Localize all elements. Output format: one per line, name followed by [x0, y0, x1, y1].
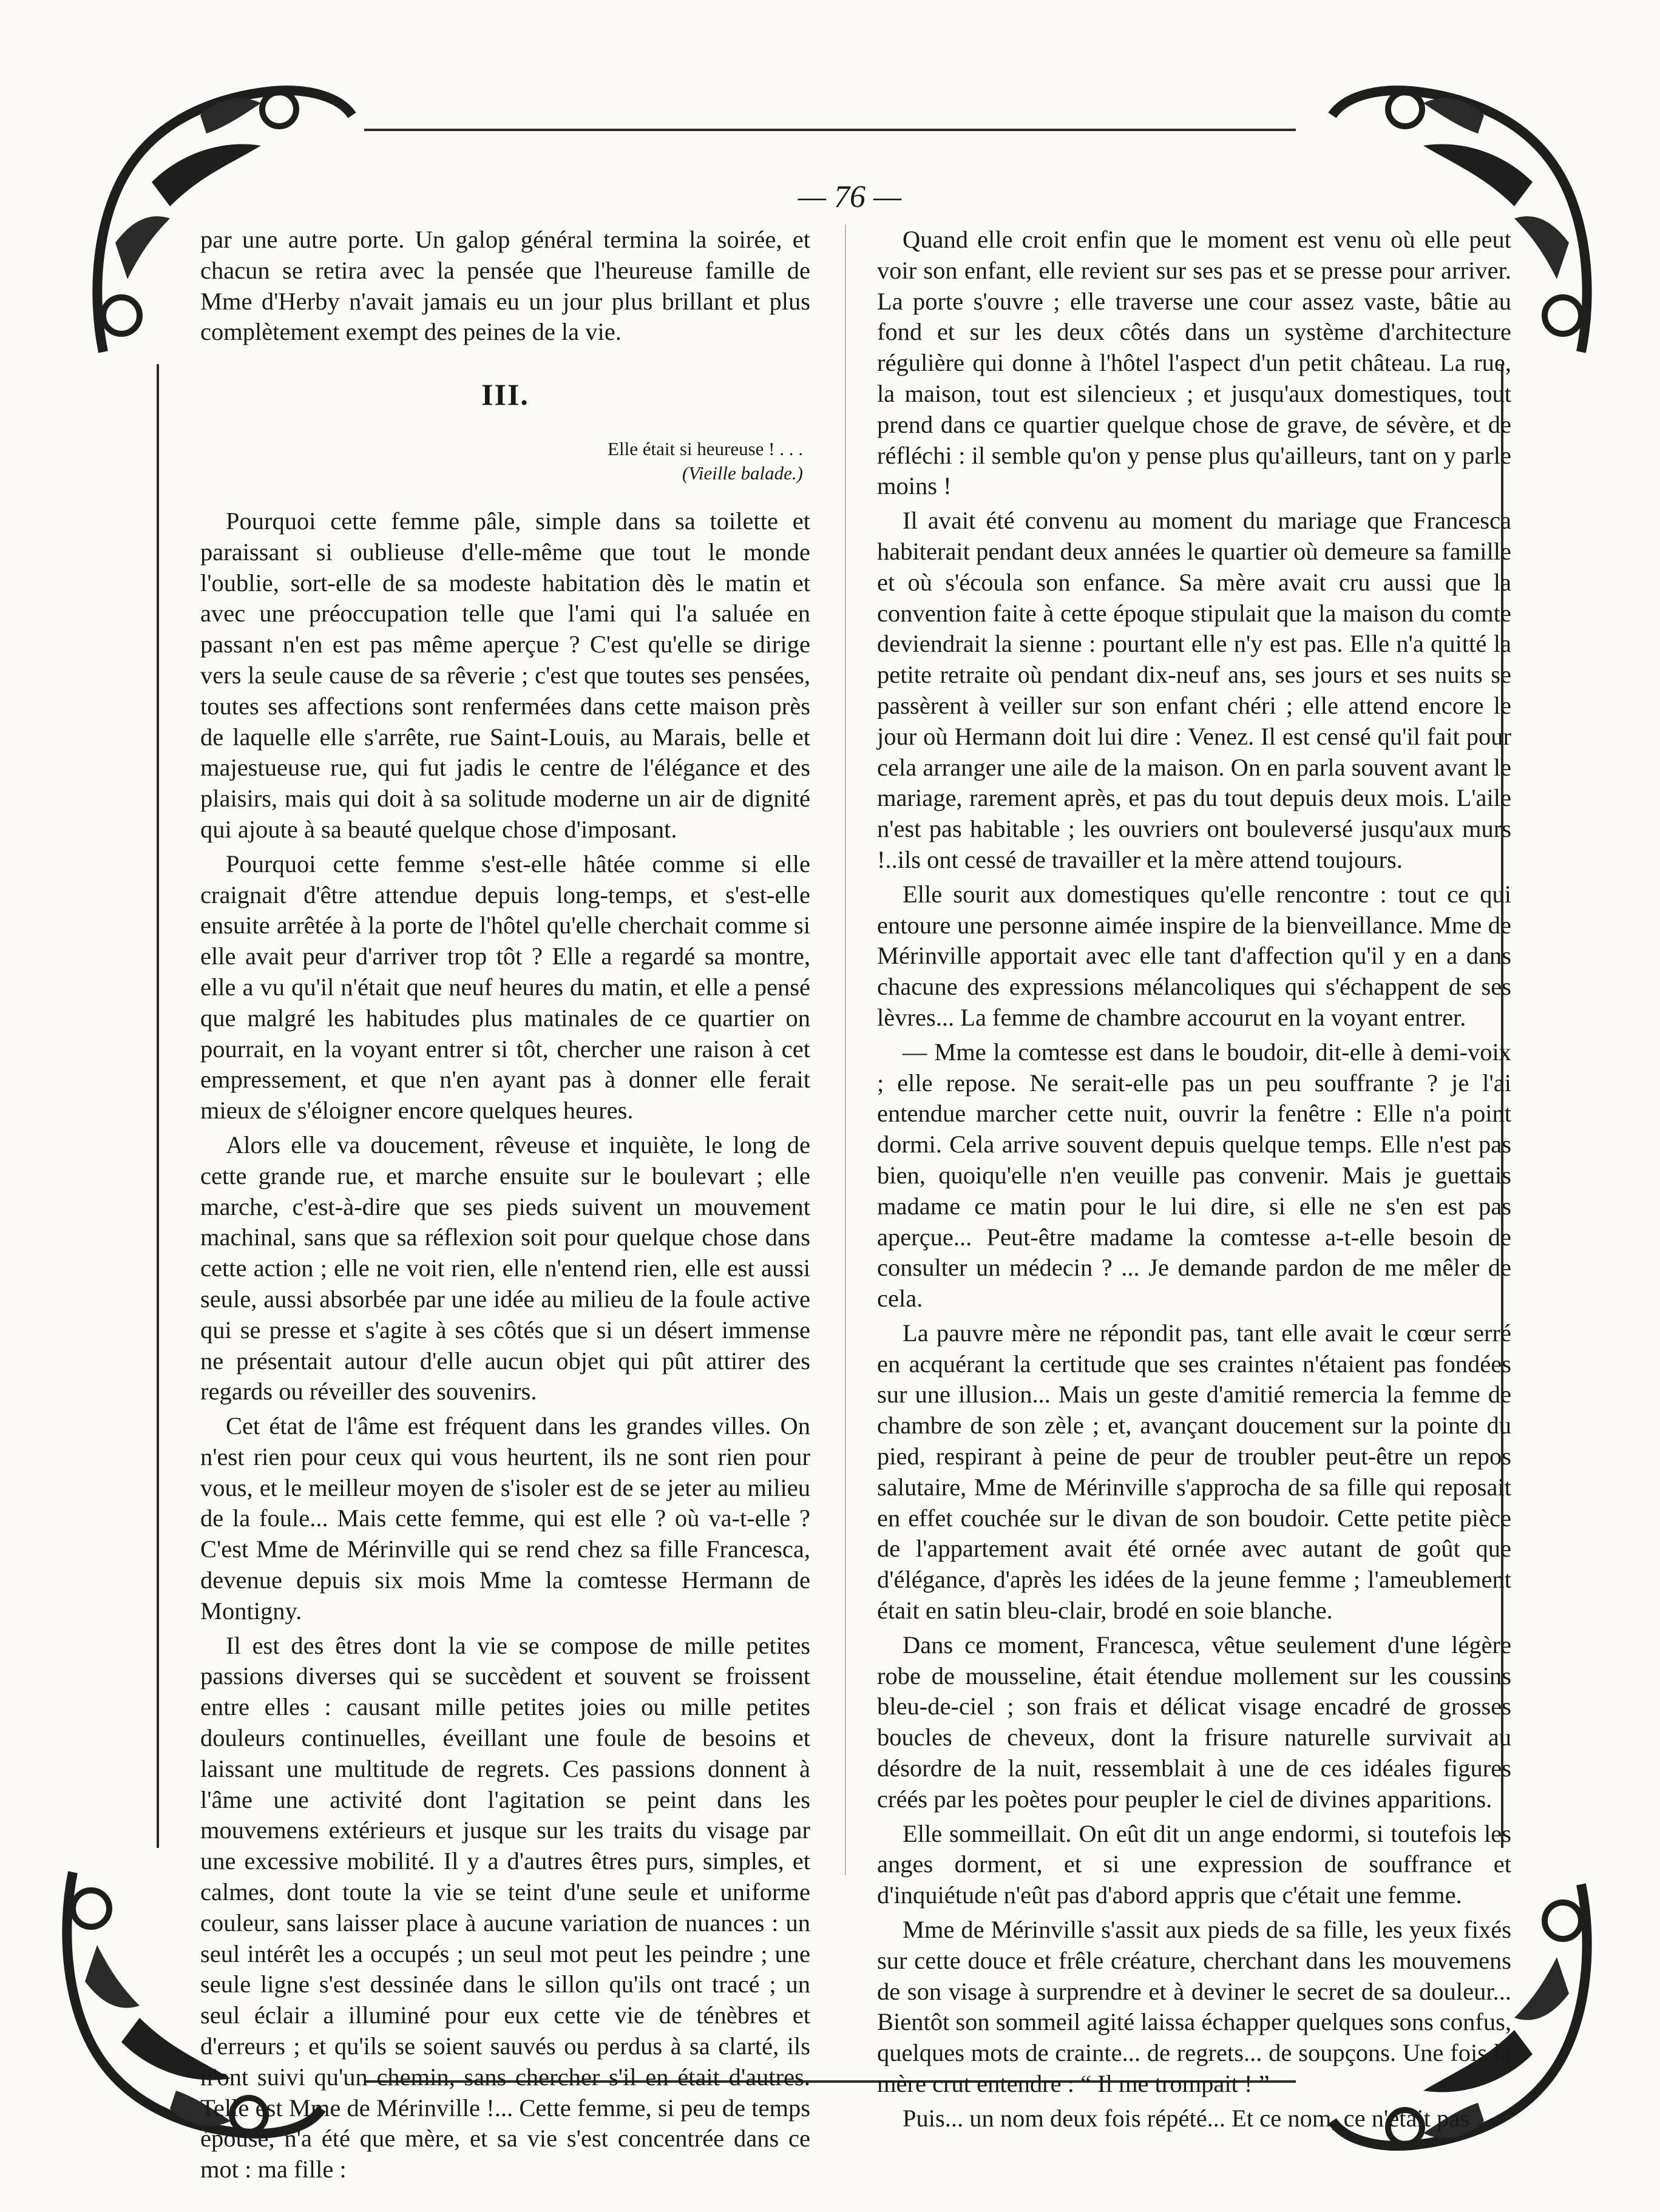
paragraph: Puis... un nom deux fois répété... Et ce nom, ce n'était pas [903, 2104, 1470, 2132]
paragraph: Elle sourit aux domestiques qu'elle rencontre : tout ce qui entoure une personne aimée inspire de la bienveillance. Mme de Mérinville apportait avec elle tant d'affection qu'il y en a dans chacune des expressions mélancoliques qui s'échappent de ses lèvres... La femme de chambre accourut en la voyant entrer. [877, 880, 1511, 1031]
page-number: — 76 — [798, 180, 902, 214]
intro-paragraph: par une autre porte. Un galop général termina la soirée, et chacun se retira avec la pensée que l'heureuse famille de Mme d'Herby n'avait jamais eu un jour plus brillant et plus complètement exempt des peines de la vie. [200, 226, 810, 346]
paragraph: Elle sommeillait. On eût dit un ange endormi, si toutefois les anges dorment, et si une expression de souffrance et d'inquiétude n'eût pas d'abord appris que c'était une femme. [877, 1819, 1511, 1909]
paragraph: — Mme la comtesse est dans le boudoir, dit-elle à demi-voix ; elle repose. Ne serait-elle pas un peu souffrante ? je l'ai entendue marcher cette nuit, ouvrir la fenêtre : Elle n'a point dormi. Cela arrive souvent depuis quelque temps. Elle n'est pas bien, quoiqu'elle n'en veuille pas convenir. Mais je guettais madame ce matin pour le lui dire, si elle ne s'en est pas aperçue... Peut-être madame la comtesse a-t-elle besoin de consulter un médecin ? ... Je demande pardon de me mêler de cela. [877, 1038, 1511, 1313]
right-column [877, 225, 1511, 2138]
paragraph: Pourquoi cette femme s'est-elle hâtée comme si elle craignait d'être attendue depuis long-temps, et s'est-elle ensuite arrêtée à la porte de l'hôtel qu'elle cherchait comme si elle avait peur d'arriver trop tôt ? Elle a regardé sa montre, elle a vu qu'il n'était que neuf heures du matin, et elle a pensé que malgré les habitudes plus matinales de ce quartier on pourrait, en la voyant entrer si tôt, chercher une raison à cet empressement, et que n'en ayant pas à donner elle ferait mieux de s'éloigner encore quelques heures. [200, 850, 810, 1125]
paragraph: Alors elle va doucement, rêveuse et inquiète, le long de cette grande rue, et marche ensuite sur le boulevart ; elle marche, c'est-à-dire que ses pieds suivent un mouvement machinal, sans que sa réflexion soit pour quelque chose dans cette action ; elle ne voit rien, elle n'entend rien, elle est aussi seule, aussi absorbée par une idée au milieu de la foule active qui se presse et s'agite à ses côtés que si un désert immense ne présentait autour d'elle aucun objet qui pût attirer des regards ou réveiller des souvenirs. [200, 1131, 810, 1405]
paragraph: Il avait été convenu au moment du mariage que Francesca habiterait pendant deux années le quartier où demeure sa famille et où s'écoula son enfance. Sa mère avait cru aussi que la convention faite à cette époque stipulait que la maison du comte deviendrait la sienne : pourtant elle n'y est pas. Elle n'a quitté la petite retraite où pendant dix-neuf ans, ses jours et ses nuits se passèrent à veiller sur son enfant chéri ; elle attend encore le jour où Hermann doit lui dire : Venez. Il est censé qu'il fait pour cela arranger une aile de la maison. On en parla souvent avant le mariage, rarement après, et pas du tout depuis deux mois. L'aile n'est pas habitable ; les ouvriers ont bouleversé jusqu'aux murs !..ils ont cessé de travailler et la mère attend toujours. [877, 507, 1511, 873]
section-heading: III. [481, 377, 529, 412]
paragraph: Mme de Mérinville s'assit aux pieds de sa fille, les yeux fixés sur cette douce et frêle créature, cherchant dans les mouvemens de son visage à surprendre et à deviner le secret de sa douleur... Bientôt son sommeil agité laissa échapper quelques sons confus, quelques mots de crainte... de regrets... de soupçons. Une fois la mère crut entendre : “ Il me trompait ! ” [877, 1916, 1511, 2098]
left-column [200, 225, 810, 2189]
epigraph [200, 437, 810, 485]
frame-left-border [157, 364, 159, 1848]
paragraph: Pourquoi cette femme pâle, simple dans sa toilette et paraissant si oublieuse d'elle-même que tout le monde l'oublie, sort-elle de sa modeste habitation dès le matin et avec une préoccupation telle que l'ami qui l'a saluée en passant n'en est pas même aperçue ? C'est qu'elle se dirige vers la seule cause de sa rêverie ; c'est que toutes ses pensées, toutes ses affections sont renfermées dans cette maison près de laquelle elle s'arrête, rue Saint-Louis, au Marais, belle et majestueuse rue, qui fut jadis le centre de l'élégance et des plaisirs, mais qui doit à sa solitude moderne un air de dignité qui ajoute à sa beauté quelque chose d'imposant. [200, 507, 810, 843]
paragraph: Quand elle croit enfin que le moment est venu où elle peut voir son enfant, elle revient sur ses pas et se presse pour arriver. La porte s'ouvre ; elle traverse une cour assez vaste, bâtie au fond et sur les deux côtés dans un système d'architecture régulière qui donne à l'hôtel l'aspect d'un petit château. La rue, la maison, tout est silencieux ; et jusqu'aux domestiques, tout prend dans ce quartier quelque chose de grave, de sévère, et de réfléchi : il semble qu'on y pense plus qu'ailleurs, tant on y parle moins ! [877, 226, 1511, 500]
paragraph: Cet état de l'âme est fréquent dans les grandes villes. On n'est rien pour ceux qui vous heurtent, ils ne sont rien pour vous, et le meilleur moyen de s'isoler est de se jeter au milieu de la foule... Mais cette femme, qui est elle ? où va-t-elle ? C'est Mme de Mérinville qui se rend chez sa fille Francesca, devenue depuis six mois Mme la comtesse Hermann de Montigny. [200, 1412, 810, 1625]
paragraph: Dans ce moment, Francesca, vêtue seulement d'une légère robe de mousseline, était étendue mollement sur les coussins bleu-de-ciel ; son frais et délicat visage encadré de grosses boucles de cheveux, dont la frisure naturelle survivait au désordre de la nuit, ressemblait à une de ces idéales figures créés par les poètes pour peupler le ciel de divines apparitions. [877, 1631, 1511, 1813]
epigraph-source: (Vieille balade.) [682, 462, 803, 484]
epigraph-text: Elle était si heureuse ! . . . [608, 438, 803, 459]
paragraph: La pauvre mère ne répondit pas, tant elle avait le cœur serré en acquérant la certitude que ses craintes n'étaient pas fondées sur une illusion... Mais un geste d'amitié remercia la femme de chambre de son zèle ; et, avançant doucement sur la pointe du pied, respirant à peine de peur de troubler peut-être un repos salutaire, Mme de Mérinville s'approcha de sa fille qui reposait en effet couchée sur le divan de son boudoir. Cette petite pièce de l'appartement avait été ornée avec autant de goût que d'élégance, d'après les idées de la jeune femme ; l'ameublement était en satin bleu-clair, brodé en soie blanche. [877, 1319, 1511, 1625]
frame-top-border [364, 129, 1296, 131]
paragraph: Il est des êtres dont la vie se compose de mille petites passions diverses qui se succèdent et souvent se froissent entre elles : causant mille petites joies ou mille petites douleurs continuelles, éveillant une foule de besoins et laissant une multitude de regrets. Ces passions donnent à l'âme une activité dont l'agitation se peint dans les mouvemens extérieurs et jusque sur les traits du visage par une excessive mobilité. Il y a d'autres êtres purs, simples, et calmes, dont toute la vie se teint d'une seule et uniforme couleur, sans laisser place à aucune variation de nuances : un seul intérêt les a occupés ; un seul mot peut les peindre ; une seule ligne s'est dessinée dans le sillon qu'ils ont tracé ; un seul éclair a illuminé pour eux cette vie de ténèbres et d'erreurs ; et qu'ils se soient sauvés ou perdus à sa clarté, ils n'ont suivi qu'un chemin, sans chercher s'il en était d'autres. Telle est Mme de Mérinville !... Cette femme, si peu de temps épouse, n'a été que mère, et sa vie s'est concentrée dans ce mot : ma fille : [200, 1631, 810, 2183]
column-separator [845, 225, 846, 1875]
